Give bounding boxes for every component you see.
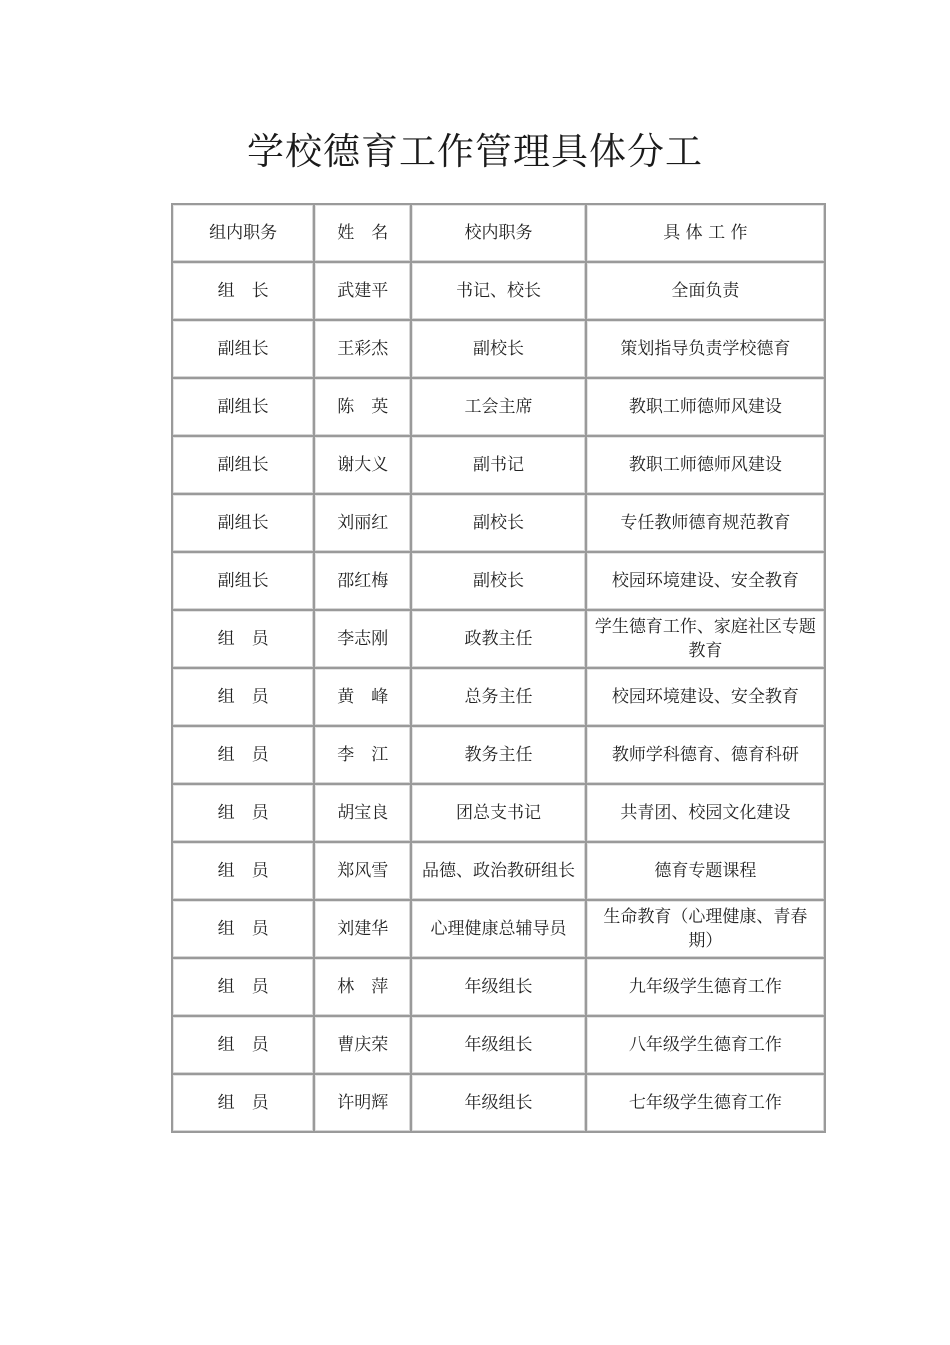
cell-post: 总务主任 xyxy=(412,669,587,727)
cell-role: 组 员 xyxy=(173,901,315,959)
document-title: 学校德育工作管理具体分工 xyxy=(247,129,703,173)
table-row xyxy=(173,553,826,611)
cell-role: 副组长 xyxy=(173,495,315,553)
cell-task: 策划指导负责学校德育 xyxy=(587,321,826,379)
cell-role: 组 员 xyxy=(173,785,315,843)
cell-name: 刘丽红 xyxy=(315,495,412,553)
table-header-row xyxy=(173,205,826,263)
cell-post: 品德、政治教研组长 xyxy=(412,843,587,901)
cell-role: 组 长 xyxy=(173,263,315,321)
cell-post: 团总支书记 xyxy=(412,785,587,843)
cell-role: 组 员 xyxy=(173,1075,315,1133)
cell-role: 组 员 xyxy=(173,1017,315,1075)
cell-post: 年级组长 xyxy=(412,959,587,1017)
cell-role: 组 员 xyxy=(173,727,315,785)
cell-post: 政教主任 xyxy=(412,611,587,669)
cell-task: 校园环境建设、安全教育 xyxy=(587,669,826,727)
cell-post: 副校长 xyxy=(412,321,587,379)
duty-table xyxy=(171,203,826,1133)
cell-name: 曹庆荣 xyxy=(315,1017,412,1075)
cell-task: 教师学科德育、德育科研 xyxy=(587,727,826,785)
table-row xyxy=(173,611,826,669)
cell-post: 副校长 xyxy=(412,553,587,611)
table-row xyxy=(173,843,826,901)
cell-role: 组 员 xyxy=(173,669,315,727)
cell-task: 教职工师德师风建设 xyxy=(587,437,826,495)
cell-name: 郑风雪 xyxy=(315,843,412,901)
header-name: 姓 名 xyxy=(315,205,412,263)
cell-name: 王彩杰 xyxy=(315,321,412,379)
cell-post: 心理健康总辅导员 xyxy=(412,901,587,959)
cell-name: 刘建华 xyxy=(315,901,412,959)
table-row xyxy=(173,901,826,959)
cell-task: 专任教师德育规范教育 xyxy=(587,495,826,553)
cell-post: 书记、校长 xyxy=(412,263,587,321)
cell-role: 副组长 xyxy=(173,379,315,437)
cell-name: 胡宝良 xyxy=(315,785,412,843)
cell-task: 全面负责 xyxy=(587,263,826,321)
cell-post: 年级组长 xyxy=(412,1017,587,1075)
cell-task: 七年级学生德育工作 xyxy=(587,1075,826,1133)
cell-task: 共青团、校园文化建设 xyxy=(587,785,826,843)
cell-task: 八年级学生德育工作 xyxy=(587,1017,826,1075)
cell-name: 林 萍 xyxy=(315,959,412,1017)
cell-name: 许明辉 xyxy=(315,1075,412,1133)
table-row xyxy=(173,785,826,843)
table-row xyxy=(173,321,826,379)
cell-task: 德育专题课程 xyxy=(587,843,826,901)
cell-task: 学生德育工作、家庭社区专题教育 xyxy=(587,611,826,669)
header-task: 具 体 工 作 xyxy=(587,205,826,263)
table-row xyxy=(173,263,826,321)
header-post: 校内职务 xyxy=(412,205,587,263)
cell-task: 校园环境建设、安全教育 xyxy=(587,553,826,611)
cell-post: 工会主席 xyxy=(412,379,587,437)
cell-post: 教务主任 xyxy=(412,727,587,785)
cell-post: 副书记 xyxy=(412,437,587,495)
cell-name: 邵红梅 xyxy=(315,553,412,611)
table-row xyxy=(173,495,826,553)
cell-role: 副组长 xyxy=(173,321,315,379)
cell-role: 组 员 xyxy=(173,959,315,1017)
header-role: 组内职务 xyxy=(173,205,315,263)
cell-role: 组 员 xyxy=(173,611,315,669)
cell-role: 副组长 xyxy=(173,437,315,495)
cell-name: 武建平 xyxy=(315,263,412,321)
cell-name: 李志刚 xyxy=(315,611,412,669)
cell-role: 组 员 xyxy=(173,843,315,901)
duty-table-body xyxy=(173,205,826,1133)
cell-name: 黄 峰 xyxy=(315,669,412,727)
table-row xyxy=(173,959,826,1017)
table-row xyxy=(173,727,826,785)
cell-task: 九年级学生德育工作 xyxy=(587,959,826,1017)
cell-name: 李 江 xyxy=(315,727,412,785)
table-row xyxy=(173,437,826,495)
cell-post: 副校长 xyxy=(412,495,587,553)
table-row xyxy=(173,669,826,727)
cell-name: 谢大义 xyxy=(315,437,412,495)
cell-post: 年级组长 xyxy=(412,1075,587,1133)
table-row xyxy=(173,379,826,437)
cell-task: 教职工师德师风建设 xyxy=(587,379,826,437)
cell-task: 生命教育（心理健康、青春期） xyxy=(587,901,826,959)
table-row xyxy=(173,1075,826,1133)
cell-role: 副组长 xyxy=(173,553,315,611)
table-row xyxy=(173,1017,826,1075)
cell-name: 陈 英 xyxy=(315,379,412,437)
